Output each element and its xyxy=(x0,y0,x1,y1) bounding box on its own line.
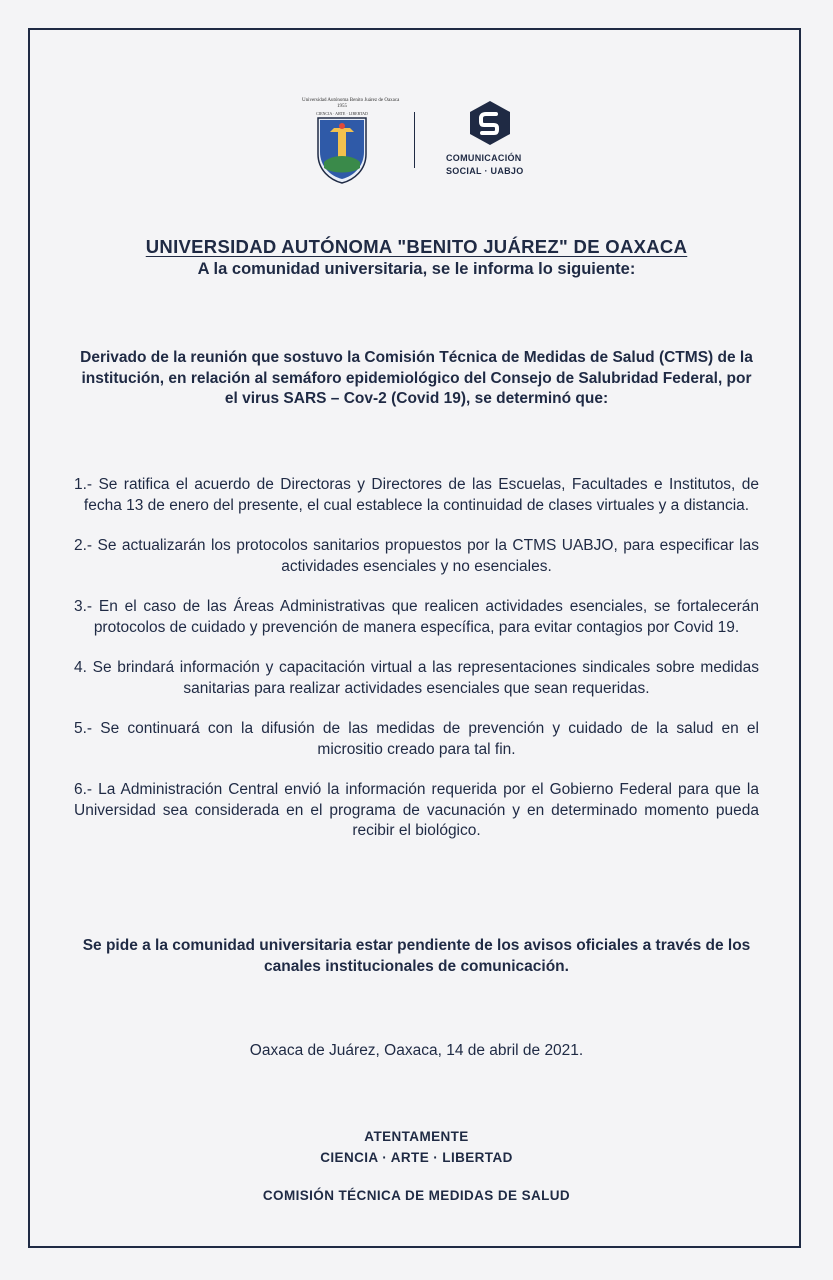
seal-year: 1955 xyxy=(337,104,347,109)
resolution-point: 5.- Se continuará con la difusión de las medidas de prevención y cuidado de la salud en el micrositio creado para tal fin. xyxy=(74,720,759,758)
resolution-point: 1.- Se ratifica el acuerdo de Directoras y Directores de las Escuelas, Facultades e Institutos, de fecha 13 de enero del presente, el cual establece la continuidad de clases virtuales y a distancia. xyxy=(74,476,759,514)
seal-motto-bottom: CIENCIA · ARTE · LIBERTAD xyxy=(316,111,368,116)
resolution-points xyxy=(74,475,759,862)
closing-block xyxy=(0,1126,833,1168)
document-subtitle: A la comunidad universitaria, se le informa lo siguiente: xyxy=(197,260,636,278)
comunicacion-social-hexagon-icon xyxy=(468,100,512,146)
closing-motto: CIENCIA · ARTE · LIBERTAD xyxy=(320,1150,513,1165)
resolution-point: 6.- La Administración Central envió la información requerida por el Gobierno Federal para que la Universidad sea considerada en el programa de vacunación y en determinado momento pueda recibir el biológico. xyxy=(74,781,759,839)
resolution-point: 2.- Se actualizarán los protocolos sanitarios propuestos por la CTMS UABJO, para especificar las actividades esenciales y no esenciales. xyxy=(74,537,759,575)
intro-paragraph: Derivado de la reunión que sostuvo la Comisión Técnica de Medidas de Salud (CTMS) de la institución, en relación al semáforo epidemiológico del Consejo de Salubridad Federal, por el virus SARS – Cov-2 (Covid 19), se determinó que: xyxy=(80,349,753,407)
university-seal xyxy=(302,92,400,188)
closing-salutation: ATENTAMENTE xyxy=(364,1129,469,1144)
university-title: UNIVERSIDAD AUTÓNOMA "BENITO JUÁREZ" DE OAXACA xyxy=(145,236,688,257)
seal-motto-top: Universidad Autónoma Benito Juárez de Oaxaca xyxy=(302,98,400,103)
resolution-point: 3.- En el caso de las Áreas Administrativas que realicen actividades esenciales, se fortalecerán protocolos de cuidado y prevención de manera específica, para evitar contagios por Covid 19. xyxy=(74,598,759,636)
signer: COMISIÓN TÉCNICA DE MEDIDAS DE SALUD xyxy=(262,1188,571,1203)
date-line: Oaxaca de Juárez, Oaxaca, 14 de abril de 2021. xyxy=(249,1042,584,1059)
comunicacion-social-logo xyxy=(446,100,556,180)
seal-shield-icon xyxy=(316,116,368,184)
notice-paragraph: Se pide a la comunidad universitaria estar pendiente de los avisos oficiales a través de los canales institucionales de comunicación. xyxy=(82,937,751,975)
document-title-block xyxy=(0,236,833,279)
header-logos xyxy=(0,92,833,192)
comm-logo-line2: SOCIAL · UABJO xyxy=(446,166,524,176)
logo-divider xyxy=(414,112,415,168)
resolution-point: 4. Se brindará información y capacitación virtual a las representaciones sindicales sobre medidas sanitarias para realizar actividades esenciales que sean requeridas. xyxy=(74,659,759,697)
comm-logo-line1: COMUNICACIÓN xyxy=(446,153,522,163)
